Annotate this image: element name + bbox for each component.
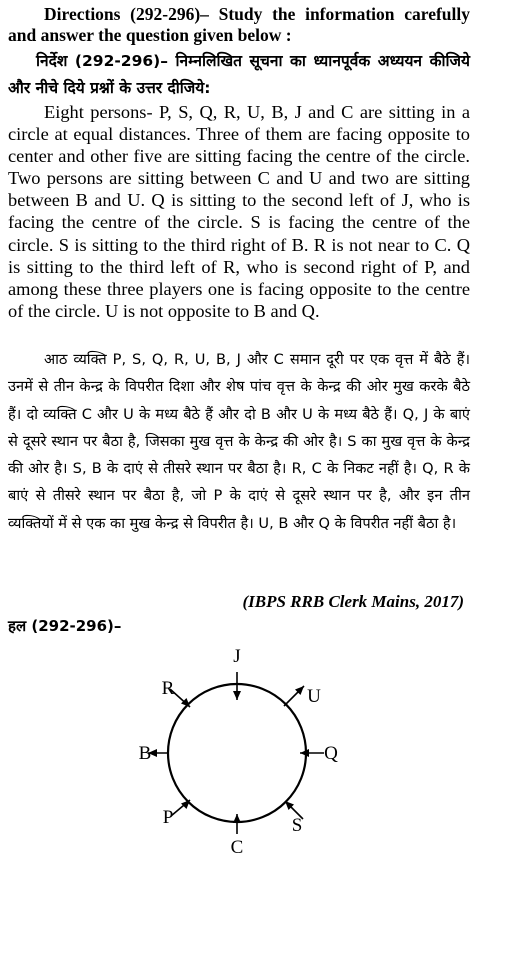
seat-label-B: B xyxy=(138,743,152,764)
seat-P xyxy=(163,800,190,828)
exam-source: (IBPS RRB Clerk Mains, 2017) xyxy=(242,592,464,611)
seat-R xyxy=(162,678,190,707)
seat-label-P: P xyxy=(162,807,174,828)
seat-label-C: C xyxy=(230,837,244,858)
seat-label-U: U xyxy=(307,686,321,707)
directions-hindi: निर्देश (292-296)– निम्नलिखित सूचना का ध्यानपूर्वक अध्ययन कीजिये और नीचे दिये प्रश्नों के उत्तर दीजिये: xyxy=(8,52,470,97)
seat-label-R: R xyxy=(161,678,175,699)
puzzle-paragraph-english: Eight persons- P, S, Q, R, U, B, J and C are sitting in a circle at equal distances. Three of them are facing opposite to center and other five are sitting facing the centre of the circle. Two persons are sitting between C and U and two are sitting between B and U. Q is sitting to the second left of J, who is facing the centre of the circle. S is facing the centre of the circle. S is sitting to the third right of B. R is not near to C. Q is sitting to the third left of R, who is second right of P, and among these three players one is facing opposite to the centre of the circle. U is not opposite to B and Q. xyxy=(8,102,470,321)
seat-C xyxy=(231,814,244,858)
seat-S xyxy=(285,801,303,836)
solution-label: हल (292-296)– xyxy=(8,617,122,635)
seat-J xyxy=(233,646,241,700)
seat-label-J: J xyxy=(233,646,241,667)
seat-label-Q: Q xyxy=(324,743,338,764)
directions-english: Directions (292-296)– Study the information carefully and answer the question given below : xyxy=(8,4,470,45)
seat-B xyxy=(139,743,168,764)
seat-U xyxy=(284,686,321,707)
seating-circle-diagram xyxy=(110,640,370,870)
seat-label-S: S xyxy=(291,815,303,836)
puzzle-paragraph-hindi: आठ व्यक्ति P, S, Q, R, U, B, J और C समान दूरी पर एक वृत्त में बैठे हैं। उनमें से तीन केन्द्र के विपरीत दिशा और शेष पांच वृत्त के केन्द्र की ओर मुख करके बैठे हैं। दो व्यक्ति C और U के मध्य बैठे हैं और दो B और U के मध्य बैठे हैं। Q, J के बाएं से दूसरे स्थान पर बैठा है, जिसका मुख वृत्त के केन्द्र की ओर है। S का मुख वृत्त के केन्द्र की ओर है। S, B के दाएं से तीसरे स्थान पर बैठा है। R, C के निकट नहीं है। Q, R के बाएं से तीसरे स्थान पर बैठा है, जो P के दाएं से दूसरे स्थान पर है, और इन तीन व्यक्तियों में से एक का मुख केन्द्र से विपरीत है। U, B और Q के विपरीत नहीं बैठा है। xyxy=(8,351,470,532)
